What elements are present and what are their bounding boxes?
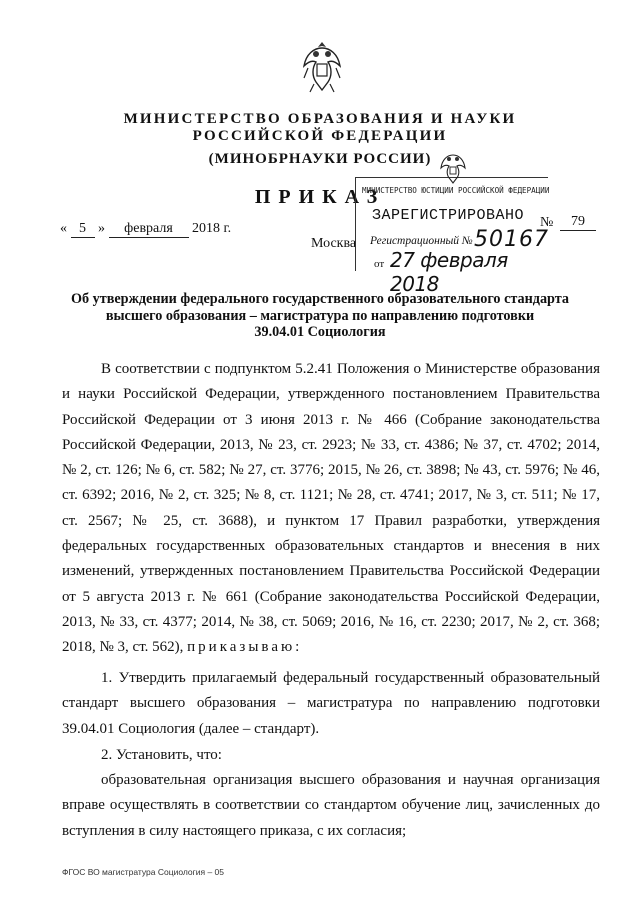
text-line: ст. 6392; 2016, № 2, ст. 325; № 8, ст. 1121; № 28, ст. 4741; 2017, № 3, ст. 511; № 17, [62, 487, 600, 504]
text-line: образовательная организация высшего образования и научная организация [101, 772, 600, 788]
text-line-last [62, 635, 600, 660]
order-day: 5 [71, 221, 95, 238]
stamp-reg-number-label: Регистрационный № [370, 235, 473, 247]
ministry-short-name: (МИНОБРНАУКИ РОССИИ) [208, 151, 432, 167]
ministry-name-line1: МИНИСТЕРСТВО ОБРАЗОВАНИЯ И НАУКИ [123, 111, 517, 127]
text-line-last: 39.04.01 Социология (далее – стандарт). [62, 720, 320, 737]
text-line: 1. Утвердить прилагаемый федеральный государственный образовательный [101, 670, 600, 686]
text-fragment: 2018, № 3, ст. 562), [62, 639, 184, 656]
order-date [60, 221, 231, 238]
order-city: Москва [311, 236, 357, 251]
stamp-registered: ЗАРЕГИСТРИРОВАНО [372, 207, 525, 224]
text-line: и науки Российской Федерации, утвержденного постановлением Правительства [62, 386, 600, 403]
item-2-paragraph [62, 743, 600, 768]
stamp-date-handwritten: 27 февраля 2018 [390, 248, 508, 296]
text-line: вправе осуществлять в соответствии со стандартом обучение лиц, зачисленных до [62, 797, 600, 814]
text-line: федеральных государственных образовательных стандартов и внесения в них [62, 538, 600, 555]
text-line: изменений, утвержденных постановлением Правительства Российской Федерации [62, 563, 600, 580]
title-line1: Об утверждении федерального государственного образовательного стандарта [70, 291, 569, 307]
order-month: февраля [109, 221, 189, 238]
registration-stamp [355, 177, 550, 296]
text-line-last: вступления в силу настоящего приказа, с их согласия; [62, 822, 407, 839]
date-close-quote: » [98, 221, 105, 236]
russia-coat-of-arms-icon [300, 38, 344, 94]
text-line: № 2, ст. 126; № 6, ст. 582; № 27, ст. 3776; 2015, № 26, ст. 3898; № 43, ст. 5976; № 46, [62, 462, 600, 479]
item-2-subparagraph [62, 768, 600, 844]
text-line: от 5 августа 2013 г. № 661 (Собрание законодательства Российской Федерации, [62, 588, 600, 605]
text-line: стандарт высшего образования – магистратура по направлению подготовки [62, 695, 600, 712]
item-1-paragraph [62, 666, 600, 742]
text-line: ст. 2567; № 25, ст. 3688), и пунктом 17 Правил разработки, утверждения [62, 512, 600, 529]
title-line3: 39.04.01 Социология [254, 324, 386, 340]
stamp-date-label: от [374, 258, 385, 270]
stamp-reg-number: 50167 [474, 227, 549, 252]
order-year: 2018 г. [192, 221, 232, 236]
stamp-agency: МИНИСТЕРСТВО ЮСТИЦИИ РОССИЙСКОЙ ФЕДЕРАЦИИ [362, 186, 550, 195]
text-line: В соответствии с подпунктом 5.2.41 Положения о Министерстве образования [101, 361, 600, 377]
order-number-sign: № [540, 215, 554, 230]
title-line2: высшего образования – магистратура по направлению подготовки [105, 307, 535, 324]
text-line: 2013, № 33, ст. 4377; 2014, № 38, ст. 5069; 2016, № 16, ст. 2230; 2017, № 2, ст. 368; [62, 613, 600, 630]
document-title [0, 291, 640, 341]
preamble-paragraph [62, 357, 600, 661]
ministry-name-line2: РОССИЙСКОЙ ФЕДЕРАЦИИ [192, 128, 448, 144]
text-line: Российской Федерации от 3 июня 2013 г. № 466 (Собрание законодательства [62, 411, 600, 428]
order-number: 79 [560, 214, 596, 231]
document-type-title: ПРИКАЗ [254, 186, 386, 208]
page-footer: ФГОС ВО магистратура Социология – 05 [62, 867, 225, 877]
text-line: 2. Установить, что: [101, 747, 222, 763]
text-line: Российской Федерации, 2013, № 23, ст. 2923; № 33, ст. 4386; № 37, ст. 4702; 2014, [62, 436, 600, 453]
order-verb: приказываю: [187, 639, 303, 656]
date-open-quote: « [60, 221, 67, 236]
russia-coat-of-arms-small-icon [438, 151, 468, 185]
